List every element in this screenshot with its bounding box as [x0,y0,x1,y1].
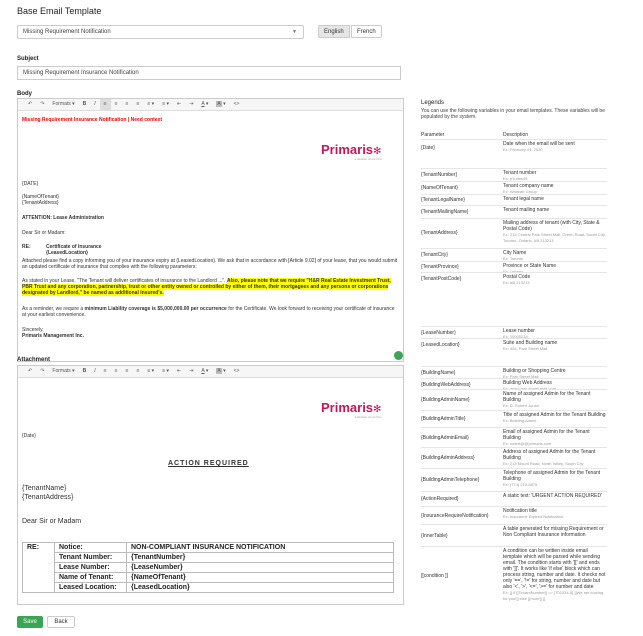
legend-description-text: A table generated for missing Requirement or Non Compliant Insurance information [503,526,604,538]
legend-variable: {BuildingAdminName} [421,397,470,403]
legend-example: Ex: Walmart Group [503,189,537,194]
bold-icon[interactable]: B [82,368,87,374]
legend-row [421,326,607,338]
italic-icon[interactable]: I [94,368,96,374]
legend-row [421,194,607,204]
undo-icon[interactable]: ↶ [28,368,33,374]
body-label: Body [17,91,32,97]
legend-example: Ex: Toronto [503,256,524,261]
body-editor[interactable] [17,98,404,362]
legend-variable: {BuildingWebAddress} [421,382,471,388]
legend-example: Ex: February 04, 2020 [503,147,543,152]
legend-description-text: Telephone of assigned Admin for the Tenant Building [503,470,601,482]
legend-description [503,207,607,213]
body-date: {DATE} [22,181,39,187]
legend-variable: {LeasedLocation} [421,342,460,348]
legend-description-text: Date when the email will be sent [503,141,575,147]
legend-row [421,218,607,246]
legend-example: Ex: AB 213213 [503,280,530,285]
save-button[interactable]: Save [17,616,43,628]
align-right-icon[interactable]: ≡ [125,368,129,374]
legend-row [421,524,607,546]
legend-example: Ex: 405, Park Street Mall [503,346,548,351]
legend-variable: {InsuranceRequireNotification} [421,513,489,519]
legend-description [503,470,607,488]
background-color-icon[interactable]: A ▾ [217,368,226,374]
legend-row [421,261,607,274]
legend-example: Ex: 213 Mount Road, North Valley, South City [503,461,584,466]
legend-row [421,506,607,524]
legend-description [503,196,607,202]
attention-label: ATTENTION: [22,215,52,221]
source-code-icon[interactable]: <> [233,368,240,374]
body-name-of-tenant: {NameOfTenant} [22,194,59,200]
row-value: {LeasedLocation} [127,583,394,593]
legend-variable: {BuildingAdminTitle} [421,416,466,422]
undo-icon[interactable]: ↶ [28,101,33,107]
align-center-icon[interactable]: ≡ [114,368,118,374]
body-content[interactable] [18,111,403,362]
legend-intro: You can use the following variables in your email templates. These variables will be populated by the system. [421,108,605,120]
legend-variable: {ActionRequired} [421,496,459,502]
text-color-icon[interactable]: A ▾ [201,368,209,374]
legend-example: Ex: Building Admin [503,418,537,423]
legend-description-text: Tenant number [503,170,537,176]
attachment-salutation: Dear Sir or Madam [22,518,82,525]
legend-row [421,546,607,604]
language-french-button[interactable]: French [351,25,382,38]
row-value: {NameOfTenant} [127,573,394,583]
legend-description-text: Name of assigned Admin for the Tenant Building [503,391,591,403]
legend-variable: {TenantLegalName} [421,197,465,203]
indent-icon[interactable]: ⇥ [189,101,194,107]
attachment-editor[interactable] [17,365,404,605]
row-value: {LeaseNumber} [127,563,394,573]
legend-example: Ex: Ontario [503,269,524,274]
formats-label: Formats [52,101,71,107]
numbered-list-icon[interactable]: ≡ ▾ [162,101,170,107]
outdent-icon[interactable]: ⇤ [177,101,182,107]
legend-variable: {TenantMailingName} [421,209,469,215]
action-required: ACTION REQUIRED [168,460,249,467]
attachment-table [22,542,394,593]
legend-description [503,429,607,447]
legend-description-text: Building or Shopping Centre [503,368,566,374]
grammarly-icon[interactable] [394,351,403,360]
body-signature: Primaris Management Inc. [22,333,84,339]
formats-dropdown[interactable]: Formats ▾ [52,101,75,107]
legend-description [503,412,607,424]
attachment-tenant-name: {TenantName} [22,485,67,492]
body-re-line1: Certificate of Insurance [46,244,102,250]
para2-highlight: Also, please note that we require "H&R Real Estate Investment Trust, PBR Trust and any corporation, partnership, trust or other entity owned or controlled by either of them, their mortgagees and any persons or corporations designated by Landlord," be named as additional insured's. [22,278,391,296]
legend-row [421,389,607,409]
row-label: Tenant Number: [55,553,127,563]
logo-text: Primaris [321,142,374,157]
body-attention [22,215,104,221]
legend-description [503,449,607,467]
para3-end: for the Certificate. We look forward to receiving your certificate of insurance at your earliest convenience. [22,306,395,318]
legend-example: Ex: [[ if [[TenantNumber]] == [T02334-5] ]]We are looking for you!]] else [[more]] ]] [503,590,604,601]
align-left-icon[interactable]: ≡ [103,368,107,374]
legend-variable: {TenantNumber} [421,172,458,178]
template-select-value: Missing Requirement Notification [23,29,111,35]
bullet-list-icon[interactable]: ≡ ▾ [147,368,155,374]
legend-description-text: Building Web Address [503,380,552,386]
legend-row [421,248,607,260]
legend-example: Ex: D. Robert Junior [503,403,540,408]
legend-example: Ex: p1urbw45 [503,176,528,181]
language-english-button[interactable]: English [318,25,350,38]
body-re-label: RE: [22,244,31,250]
legend-example: Ex: Insurance Expired Notification [503,514,564,519]
numbered-list-icon[interactable]: ≡ ▾ [162,368,170,374]
logo-tagline: a division of our firm [354,157,382,161]
back-button[interactable]: Back [47,616,75,628]
legend-description-text: Suite and Building name [503,340,558,346]
row-value: {TenantNumber} [127,553,394,563]
formats-dropdown[interactable]: Formats ▾ [52,368,75,374]
attachment-label: Attachment [17,357,51,363]
attachment-date: {Date} [22,433,36,439]
bullet-list-icon[interactable]: ≡ ▾ [147,101,155,107]
legend-description-text: Tenant company name [503,183,554,189]
logo-tagline: a division of our firm [354,415,382,419]
legend-description-text: A condition can be written inside email template which will be parsed while sending email. The condition starts with '[[' and ends with ']]'. It works like 'if else' block which can process string, number and date. It checks not only '==', '!=' for string, number and date but also '<', '>', '<=', '>=' for number and date [503,548,606,590]
source-code-icon[interactable]: <> [233,101,240,107]
attachment-content[interactable] [18,378,403,605]
legend-example: Ex: www.park-street-mall.com [503,386,556,391]
legend-example: Ex: 10000234 [503,334,528,339]
legend-description [503,220,607,244]
row-label: Notice: [55,543,127,553]
para3-start: As a reminder, we require a [22,306,85,312]
logo-text: Primaris [321,400,374,415]
legend-variable: {NameOfTenant} [421,185,458,191]
align-justify-icon[interactable]: ≡ [136,101,140,107]
legend-col-param: Parameter [421,132,445,138]
attention-value: Lease Administration [53,215,104,221]
outdent-icon[interactable]: ⇤ [177,368,182,374]
chevron-down-icon: ▼ [292,29,297,35]
legend-example: Ex: 215 Central Park Street Mall, Green Road, South City, Toronto, Ontario, AB 213213 [503,232,606,243]
legend-row [421,468,607,490]
legend-title: Legends [421,100,445,106]
legend-example: Ex: (774) 219-5875 [503,482,538,487]
legend-description-text: Postal Code [503,274,531,280]
legend-description [503,141,607,153]
legend-description-text: Email of assigned Admin for the Tenant Building [503,429,590,441]
body-re-line2: {LeasedLocation} [46,250,88,256]
legend-row [421,181,607,193]
page-title: Base Email Template [17,6,102,16]
body-tenant-address: {TenantAddress} [22,200,59,206]
legend-description-text: Notification title [503,508,537,514]
legend-description-text: City Name [503,250,527,256]
body-red-line: Missing Requirement Insurance Notification | Need context [22,117,163,123]
subject-input[interactable]: Missing Requirement Insurance Notification [17,66,401,80]
attachment-logo [321,400,381,419]
legend-description [503,548,607,602]
logo-mark-icon: ✻ [373,146,382,157]
legend-row [421,427,607,447]
re-cell: RE: [23,543,55,593]
para3-bold: minimum Liability coverage is $5,000,000.00 per occurrence [84,306,227,312]
align-right-icon[interactable]: ≡ [125,101,129,107]
logo-mark-icon: ✻ [373,404,382,415]
primaris-logo [321,142,382,162]
body-sincerely: Sincerely, [22,327,44,333]
formats-label: Formats [52,368,71,374]
legend-row [421,447,607,467]
legend-description-text: Mailing address of tenant (with City, State & Postal Code) [503,220,600,232]
legend-description-text: Tenant mailing name [503,207,550,213]
legend-variable: {BuildingAdminTelephone} [421,477,480,483]
body-salutation: Dear Sir or Madam: [22,230,66,236]
legend-row [421,272,607,284]
align-justify-icon[interactable]: ≡ [136,368,140,374]
para2-plain: As stated in your Lease, "The Tenant will deliver certificates of insurance to the Landlord ...". [22,278,227,284]
legend-example: Ex: Park Street Mall [503,374,539,379]
legend-description-text: Lease number [503,328,535,334]
legend-description [503,526,607,538]
legend-description [503,340,607,352]
legend-variable: {TenantCity} [421,252,448,258]
legend-description-text: A static text: 'URGENT ACTION REQUIRED' [503,493,603,499]
legend-description-text: Tenant legal name [503,196,544,202]
legend-description [503,391,607,409]
legend-variable: {TenantAddress} [421,230,458,236]
body-toolbar [18,99,403,111]
legend-row [421,366,607,378]
legend-variable: [[condition ]] [421,573,448,579]
legend-variable: {BuildingAdminAddress} [421,455,475,461]
redo-icon[interactable]: ↷ [40,101,45,107]
legend-description [503,493,607,499]
row-label: Lease Number: [55,563,127,573]
legend-row [421,491,607,505]
row-value: NON-COMPLIANT INSURANCE NOTIFICATION [127,543,394,553]
legend-description [503,508,607,520]
align-left-icon[interactable]: ≡ [100,99,111,110]
legend-row [421,205,607,217]
text-color-icon[interactable]: A ▾ [201,101,209,107]
legend-example: Ex: robert@@primaris.com [503,441,552,446]
indent-icon[interactable]: ⇥ [189,368,194,374]
legend-variable: {BuildingAdminEmail} [421,435,469,441]
legend-variable: {Date} [421,145,435,151]
body-para1: Attached please find a copy informing you of your insurance expiry at {LeasedLocation}. We ask that in accordance with [Article 9.02] of your lease, that you would submit an updated certificate of insurance that complies with the following parameters: [22,258,398,270]
redo-icon[interactable]: ↷ [40,368,45,374]
legend-row [421,338,607,350]
legend-variable: {InnerTable} [421,533,448,539]
legend-variable: {TenantProvince} [421,264,459,270]
subject-label: Subject [17,56,39,62]
legend-description [503,274,607,286]
body-para2 [22,278,398,296]
attachment-tenant-address: {TenantAddress} [22,494,74,501]
template-select[interactable] [17,25,304,39]
legend-variable: {LeaseNumber} [421,330,456,336]
italic-icon[interactable]: I [94,101,96,107]
row-label: Name of Tenant: [55,573,127,583]
bold-icon[interactable]: B [82,101,87,107]
attachment-toolbar [18,366,403,378]
legend-variable: {TenantPostCode} [421,276,462,282]
align-center-icon[interactable]: ≡ [114,101,118,107]
legend-row [421,168,607,180]
legend-description-text: Address of assigned Admin for the Tenant Building [503,449,596,461]
legend-variable: {BuildingName} [421,370,456,376]
body-para3 [22,306,398,318]
legend-row [421,410,607,426]
row-label: Leased Location: [55,583,127,593]
legend-description-text: Title of assigned Admin for the Tenant Building [503,412,606,418]
legend-description-text: Province or State Name [503,263,557,269]
legend-row [421,139,607,155]
background-color-icon[interactable]: A ▾ [217,101,226,107]
legend-col-desc: Description [503,132,529,138]
